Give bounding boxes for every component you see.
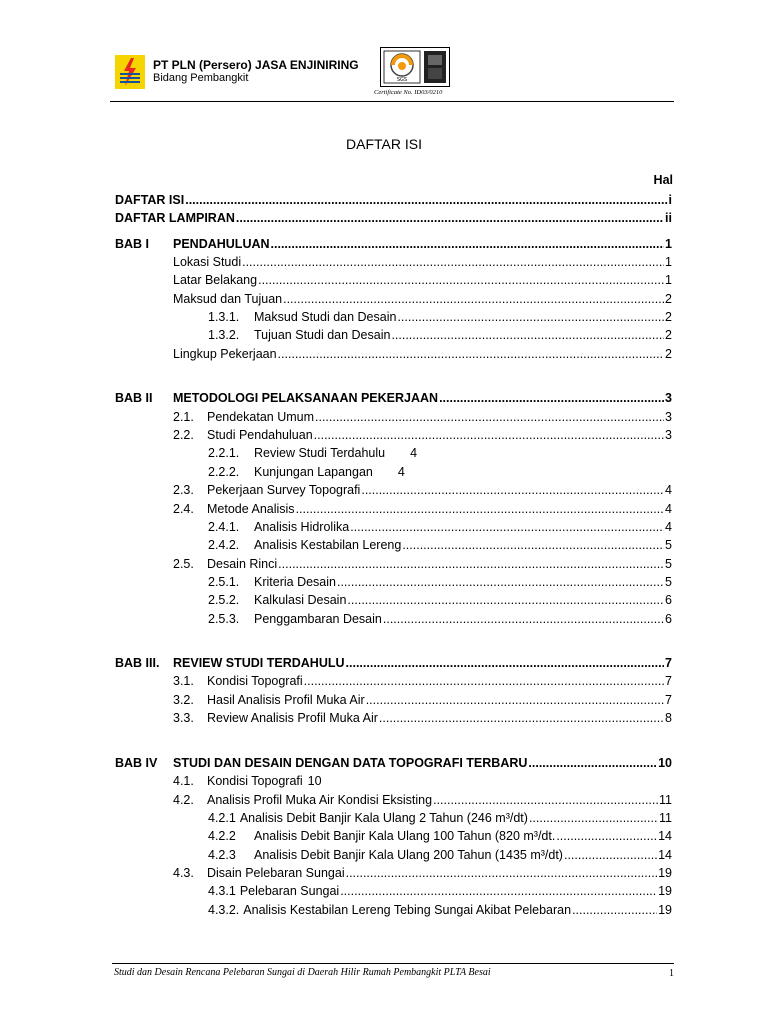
page-number: 1: [669, 968, 674, 979]
dot-leader: [347, 591, 664, 609]
toc-entry[interactable]: [173, 555, 672, 573]
toc-label: Penggambaran Desain: [254, 612, 382, 626]
toc-page: 1: [665, 273, 672, 287]
toc-page: 6: [665, 612, 672, 626]
section-number: 2.4.2.: [208, 538, 240, 552]
section-number: 4.3.1: [208, 884, 236, 898]
toc-page: i: [668, 193, 672, 207]
toc-entry[interactable]: [173, 864, 672, 882]
toc-label: REVIEW STUDI TERDAHULU: [173, 656, 345, 670]
toc-page: 2: [665, 328, 672, 342]
toc-label: Metode Analisis: [207, 502, 295, 516]
toc-label: Kriteria Desain: [254, 575, 336, 589]
toc-label: Review Analisis Profil Muka Air: [207, 711, 378, 725]
header-divider: [110, 101, 674, 102]
toc-entry[interactable]: [115, 191, 672, 209]
dot-leader: [296, 500, 664, 518]
toc-page: 2: [665, 310, 672, 324]
dot-leader: [278, 345, 665, 363]
dot-leader: [572, 901, 657, 919]
toc-chapter[interactable]: [115, 654, 672, 672]
section-number: 2.3.: [173, 483, 194, 497]
toc-label: Maksud Studi dan Desain: [254, 310, 397, 324]
section-number: 1.3.1.: [208, 310, 240, 324]
toc-page: 1: [665, 237, 672, 251]
toc-page: 11: [659, 811, 672, 825]
dot-leader: [242, 253, 664, 271]
toc-entry[interactable]: [173, 500, 672, 518]
section-number: 2.4.: [173, 502, 194, 516]
toc-label: Pelebaran Sungai: [239, 884, 340, 898]
toc-page: 19: [658, 903, 672, 917]
dot-leader: [314, 426, 664, 444]
toc-chapter[interactable]: [115, 235, 672, 253]
toc-label: Kalkulasi Desain: [254, 593, 347, 607]
toc-entry[interactable]: [208, 326, 672, 344]
section-number: 3.1.: [173, 674, 194, 688]
toc-entry[interactable]: [208, 591, 672, 609]
toc-entry[interactable]: [208, 444, 417, 462]
dot-leader: [350, 518, 664, 536]
toc-label: Maksud dan Tujuan: [173, 292, 283, 306]
toc-label: METODOLOGI PELAKSANAAN PEKERJAAN: [173, 391, 439, 405]
section-number: 2.2.1.: [208, 446, 240, 460]
section-number: 4.3.2.: [208, 903, 240, 917]
section-number: 3.3.: [173, 711, 194, 725]
toc-label: Lokasi Studi: [173, 255, 242, 269]
toc-entry[interactable]: [173, 271, 672, 289]
dot-leader: [556, 827, 657, 845]
toc-label: Pendekatan Umum: [207, 410, 315, 424]
toc-label: Analisis Profil Muka Air Kondisi Eksisting: [207, 793, 433, 807]
page-title: DAFTAR ISI: [346, 136, 422, 152]
section-number: 4.1.: [173, 774, 194, 788]
dot-leader: [397, 308, 664, 326]
toc-label: Analisis Debit Banjir Kala Ulang 100 Tahun (820 m³/dt.: [254, 829, 556, 843]
toc-entry[interactable]: [173, 709, 672, 727]
toc-label: Analisis Debit Banjir Kala Ulang 200 Tahun (1435 m³/dt): [254, 848, 563, 862]
badge-label: SGS: [396, 77, 408, 83]
footer-title: Studi dan Desain Rencana Pelebaran Sungai di Daerah Hilir Rumah Pembangkit PLTA Besai: [114, 967, 491, 978]
toc-page: 5: [665, 538, 672, 552]
dot-leader: [346, 864, 658, 882]
dot-leader: [402, 536, 664, 554]
dot-leader: [528, 754, 657, 772]
footer-divider: [112, 963, 674, 964]
dot-leader: [379, 709, 664, 727]
toc-entry[interactable]: [173, 691, 672, 709]
toc-page: 3: [665, 410, 672, 424]
toc-entry[interactable]: [173, 345, 672, 363]
toc-entry[interactable]: [173, 253, 672, 271]
dot-leader: [391, 326, 664, 344]
toc-page: 6: [665, 593, 672, 607]
toc-page: 4: [665, 483, 672, 497]
toc-page: 4: [410, 446, 418, 460]
toc-page: 14: [658, 829, 672, 843]
toc-label: Kunjungan Lapangan: [254, 465, 373, 479]
page-header: [0, 0, 768, 110]
dot-leader: [258, 271, 664, 289]
section-number: 2.2.2.: [208, 465, 240, 479]
dot-leader: [236, 209, 664, 227]
toc-chapter[interactable]: [115, 389, 672, 407]
chapter-number: BAB III.: [115, 656, 160, 670]
toc-entry[interactable]: [208, 827, 672, 845]
toc-entry[interactable]: [208, 573, 672, 591]
toc-label: Tujuan Studi dan Desain: [254, 328, 391, 342]
toc-label: Kondisi Topografi: [207, 774, 303, 788]
company-name: PT PLN (Persero) JASA ENJINIRING: [153, 58, 359, 72]
toc-page: 7: [665, 656, 672, 670]
toc-label: Analisis Debit Banjir Kala Ulang 2 Tahun (246 m³/dt): [239, 811, 528, 825]
pln-logo-icon: [112, 52, 148, 92]
toc-entry[interactable]: [173, 772, 322, 790]
dot-leader: [433, 791, 658, 809]
division-name: Bidang Pembangkit: [153, 72, 249, 84]
toc-label: Pekerjaan Survey Topografi: [207, 483, 361, 497]
section-number: 2.5.2.: [208, 593, 240, 607]
section-number: 2.5.3.: [208, 612, 240, 626]
toc-page: 2: [665, 347, 672, 361]
toc-label: Kondisi Topografi: [207, 674, 303, 688]
toc-entry[interactable]: [208, 882, 672, 900]
toc-page: 11: [659, 793, 672, 807]
toc-page: 19: [658, 884, 672, 898]
section-number: 3.2.: [173, 693, 194, 707]
toc-label: Hasil Analisis Profil Muka Air: [207, 693, 365, 707]
toc-page: 10: [307, 774, 322, 788]
toc-page: 14: [658, 848, 672, 862]
toc-label: Lingkup Pekerjaan: [173, 347, 277, 361]
toc-entry[interactable]: [115, 209, 672, 227]
section-number: 1.3.2.: [208, 328, 240, 342]
toc-label: Analisis Kestabilan Lereng Tebing Sungai Akibat Pelebaran: [243, 903, 572, 917]
toc-entry[interactable]: [173, 426, 672, 444]
toc-page: 2: [665, 292, 672, 306]
toc-page: 1: [665, 255, 672, 269]
toc-label: Studi Pendahuluan: [207, 428, 313, 442]
section-number: 4.3.: [173, 866, 194, 880]
section-number: 4.2.2: [208, 829, 236, 843]
toc-entry[interactable]: [208, 536, 672, 554]
dot-leader: [271, 235, 665, 253]
toc-label: Desain Rinci: [207, 557, 278, 571]
toc-entry[interactable]: [208, 846, 672, 864]
section-number: 2.2.: [173, 428, 194, 442]
section-number: 2.4.1.: [208, 520, 240, 534]
dot-leader: [361, 481, 664, 499]
certificate-number: Certificate No. ID03/0210: [374, 89, 443, 96]
toc-label: Latar Belakang: [173, 273, 258, 287]
toc-page: ii: [665, 211, 672, 225]
dot-leader: [185, 191, 667, 209]
toc-page: 4: [397, 465, 405, 479]
dot-leader: [340, 882, 657, 900]
dot-leader: [283, 290, 664, 308]
toc-entry[interactable]: [208, 809, 672, 827]
page-column-label: Hal: [653, 173, 673, 187]
chapter-number: BAB IV: [115, 756, 158, 770]
dot-leader: [564, 846, 657, 864]
toc-entry[interactable]: [208, 308, 672, 326]
section-number: 4.2.: [173, 793, 194, 807]
toc-entry[interactable]: [173, 290, 672, 308]
toc-page: 10: [658, 756, 672, 770]
chapter-number: BAB I: [115, 237, 150, 251]
toc-entry[interactable]: [173, 672, 672, 690]
toc-entry[interactable]: [208, 610, 672, 628]
toc-page: 8: [665, 711, 672, 725]
toc-page: 7: [665, 674, 672, 688]
dot-leader: [278, 555, 664, 573]
toc-page: 5: [665, 557, 672, 571]
toc-label: Disain Pelebaran Sungai: [207, 866, 345, 880]
toc-page: 5: [665, 575, 672, 589]
toc-page: 3: [665, 428, 672, 442]
section-number: 2.5.1.: [208, 575, 240, 589]
toc-page: 4: [665, 520, 672, 534]
toc-label: STUDI DAN DESAIN DENGAN DATA TOPOGRAFI TERBARU: [173, 756, 528, 770]
toc-entry[interactable]: [208, 518, 672, 536]
toc-page: 19: [658, 866, 672, 880]
toc-label: Analisis Hidrolika: [254, 520, 350, 534]
toc-page: 4: [665, 502, 672, 516]
dot-leader: [337, 573, 664, 591]
toc-entry[interactable]: [208, 463, 405, 481]
toc-label: PENDAHULUAN: [173, 237, 270, 251]
toc-page: 7: [665, 693, 672, 707]
section-number: 4.2.3: [208, 848, 236, 862]
section-number: 2.1.: [173, 410, 194, 424]
toc-page: 3: [665, 391, 672, 405]
toc-entry[interactable]: [173, 791, 672, 809]
certification-badge-icon: [380, 47, 450, 87]
toc-chapter[interactable]: [115, 754, 672, 772]
dot-leader: [439, 389, 664, 407]
toc-label: Review Studi Terdahulu: [254, 446, 386, 460]
chapter-number: BAB II: [115, 391, 153, 405]
dot-leader: [304, 672, 664, 690]
dot-leader: [383, 610, 664, 628]
toc-entry[interactable]: [173, 408, 672, 426]
dot-leader: [529, 809, 658, 827]
dot-leader: [346, 654, 665, 672]
toc-label: DAFTAR LAMPIRAN: [115, 211, 235, 225]
toc-entry[interactable]: [173, 481, 672, 499]
toc-label: DAFTAR ISI: [115, 193, 185, 207]
toc-entry[interactable]: [208, 901, 672, 919]
section-number: 4.2.1: [208, 811, 236, 825]
section-number: 2.5.: [173, 557, 194, 571]
toc-label: Analisis Kestabilan Lereng: [254, 538, 402, 552]
dot-leader: [315, 408, 664, 426]
dot-leader: [366, 691, 664, 709]
